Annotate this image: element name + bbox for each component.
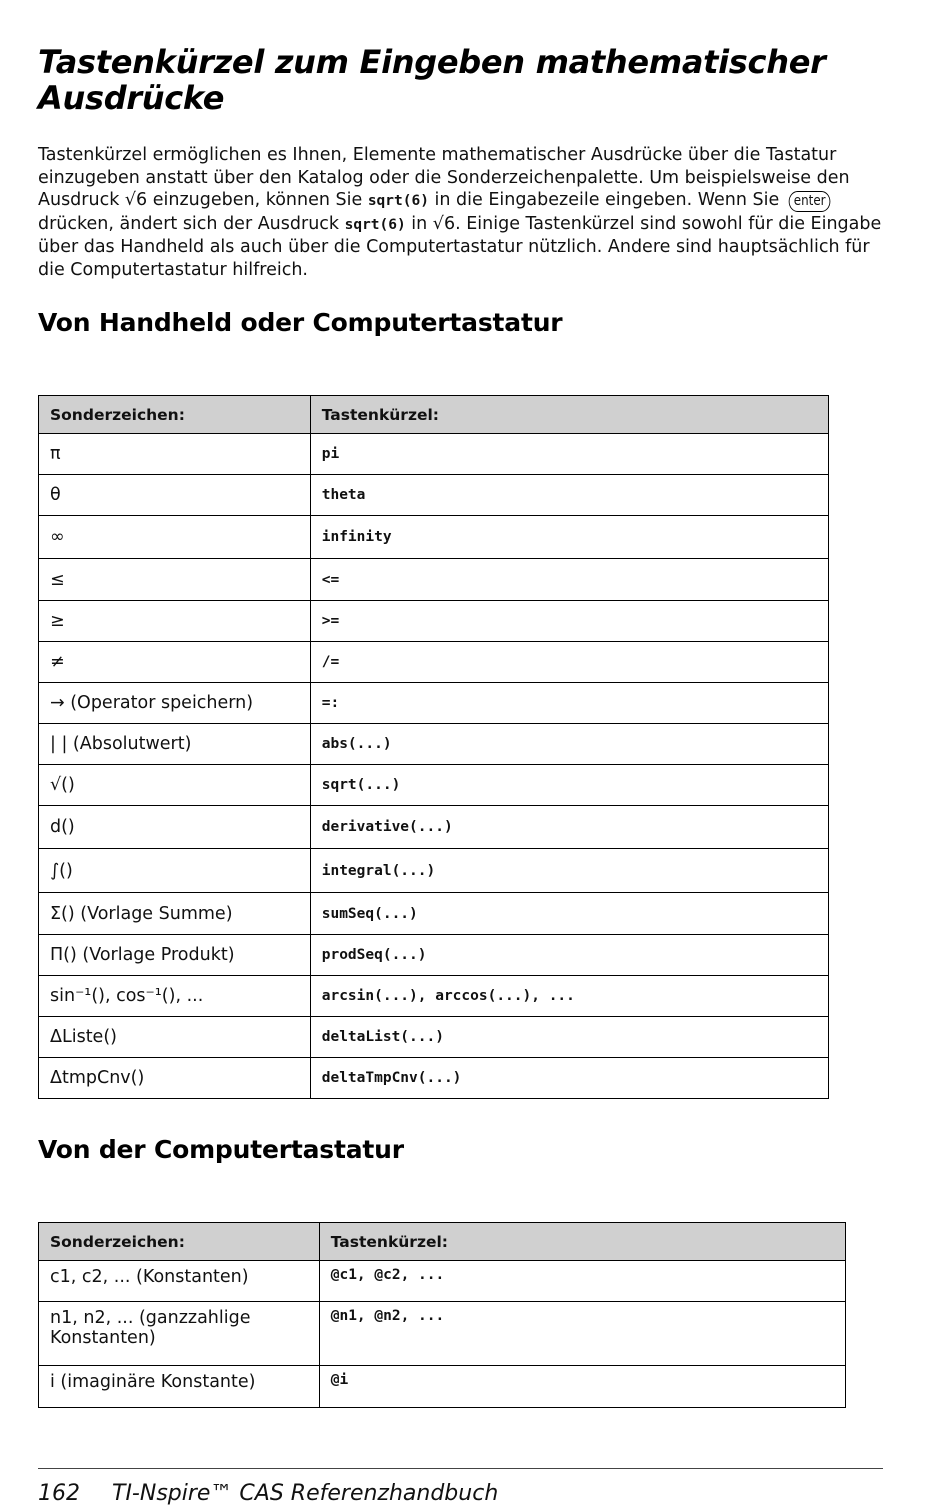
section2-heading: Von der Computertastatur xyxy=(38,1135,404,1164)
symbol-cell: c1, c2, ... (Konstanten) xyxy=(39,1261,320,1302)
shortcut-cell: arcsin(...), arccos(...), ... xyxy=(310,976,828,1017)
shortcut-cell: pi xyxy=(310,434,828,475)
symbol-cell: d() xyxy=(39,806,311,849)
shortcut-cell: >= xyxy=(310,601,828,642)
shortcut-table-handheld xyxy=(38,395,829,1099)
col-header-shortcut: Tastenkürzel: xyxy=(310,396,828,434)
enter-key-icon: enter xyxy=(789,191,831,212)
shortcut-cell: sumSeq(...) xyxy=(310,893,828,935)
table-row xyxy=(39,893,829,935)
shortcut-cell: deltaTmpCnv(...) xyxy=(310,1058,828,1099)
intro-text-1: Tastenkürzel ermöglichen es Ihnen, Elemente mathematischer Ausdrücke über die Tastatur einzugeben anstatt über den Katalog oder die Sonderzeichenpalette. Um beispielsweise den Ausdruck √6 einzugeben, können Sie xyxy=(38,145,850,211)
shortcut-cell: <= xyxy=(310,559,828,601)
symbol-cell: sin⁻¹(), cos⁻¹(), ... xyxy=(39,976,311,1017)
page-footer xyxy=(38,1481,498,1507)
shortcut-table-computer xyxy=(38,1222,846,1408)
table-row xyxy=(39,935,829,976)
table-row xyxy=(39,765,829,806)
col-header-symbol: Sonderzeichen: xyxy=(39,1223,320,1261)
symbol-cell: → (Operator speichern) xyxy=(39,683,311,724)
symbol-cell: ∞ xyxy=(39,516,311,559)
shortcut-cell: deltaList(...) xyxy=(310,1017,828,1058)
col-header-symbol: Sonderzeichen: xyxy=(39,396,311,434)
shortcut-cell: @n1, @n2, ... xyxy=(319,1302,845,1366)
symbol-cell: ≥ xyxy=(39,601,311,642)
shortcut-cell: @i xyxy=(319,1366,845,1408)
table-row xyxy=(39,475,829,516)
shortcut-cell: sqrt(...) xyxy=(310,765,828,806)
footer-divider xyxy=(38,1468,883,1469)
table-row xyxy=(39,642,829,683)
intro-text-2: in die Eingabezeile eingeben. Wenn Sie xyxy=(428,190,785,211)
intro-code-2: sqrt(6) xyxy=(344,216,406,233)
table-row xyxy=(39,976,829,1017)
intro-text-4: in √6. Einige Tastenkürzel sind sowohl für die Eingabe über das Handheld als auch über die Computertastatur nützlich. Andere sind hauptsächlich für die Computertastatur hilfreich. xyxy=(38,213,882,280)
shortcut-cell: theta xyxy=(310,475,828,516)
shortcut-cell: infinity xyxy=(310,516,828,559)
table-row xyxy=(39,806,829,849)
shortcut-cell: prodSeq(...) xyxy=(310,935,828,976)
table-row xyxy=(39,1261,846,1302)
table-row xyxy=(39,1017,829,1058)
col-header-shortcut: Tastenkürzel: xyxy=(319,1223,845,1261)
shortcut-cell: /= xyxy=(310,642,828,683)
table-row xyxy=(39,601,829,642)
symbol-cell: Σ() (Vorlage Summe) xyxy=(39,893,311,935)
symbol-cell: θ xyxy=(39,475,311,516)
shortcut-cell: @c1, @c2, ... xyxy=(319,1261,845,1302)
symbol-cell: √() xyxy=(39,765,311,806)
page-number: 162 xyxy=(38,1481,80,1506)
symbol-cell: ≤ xyxy=(39,559,311,601)
symbol-cell: n1, n2, ... (ganzzahlige Konstanten) xyxy=(39,1302,320,1366)
symbol-cell: ΔtmpCnv() xyxy=(39,1058,311,1099)
table-row xyxy=(39,1058,829,1099)
shortcut-cell: integral(...) xyxy=(310,849,828,893)
symbol-cell: ΔListe() xyxy=(39,1017,311,1058)
table-row xyxy=(39,683,829,724)
symbol-cell: i (imaginäre Konstante) xyxy=(39,1366,320,1408)
table-row xyxy=(39,1366,846,1408)
shortcut-cell: derivative(...) xyxy=(310,806,828,849)
symbol-cell: | | (Absolutwert) xyxy=(39,724,311,765)
book-title: TI-Nspire™ CAS Referenzhandbuch xyxy=(112,1481,499,1506)
intro-code-1: sqrt(6) xyxy=(367,193,429,210)
page-title: Tastenkürzel zum Eingeben mathematischer Ausdrücke xyxy=(38,43,826,117)
intro-paragraph xyxy=(38,144,888,282)
table-row xyxy=(39,849,829,893)
table-row xyxy=(39,516,829,559)
symbol-cell: ≠ xyxy=(39,642,311,683)
symbol-cell: Π() (Vorlage Produkt) xyxy=(39,935,311,976)
shortcut-cell: abs(...) xyxy=(310,724,828,765)
table-header-row xyxy=(39,396,829,434)
table-row xyxy=(39,559,829,601)
symbol-cell: ∫() xyxy=(39,849,311,893)
intro-text-3: drücken, ändert sich der Ausdruck xyxy=(38,213,345,234)
table-row xyxy=(39,1302,846,1366)
table-row xyxy=(39,724,829,765)
shortcut-cell: =: xyxy=(310,683,828,724)
table-header-row xyxy=(39,1223,846,1261)
section1-heading: Von Handheld oder Computertastatur xyxy=(38,308,563,337)
table-row xyxy=(39,434,829,475)
symbol-cell: π xyxy=(39,434,311,475)
